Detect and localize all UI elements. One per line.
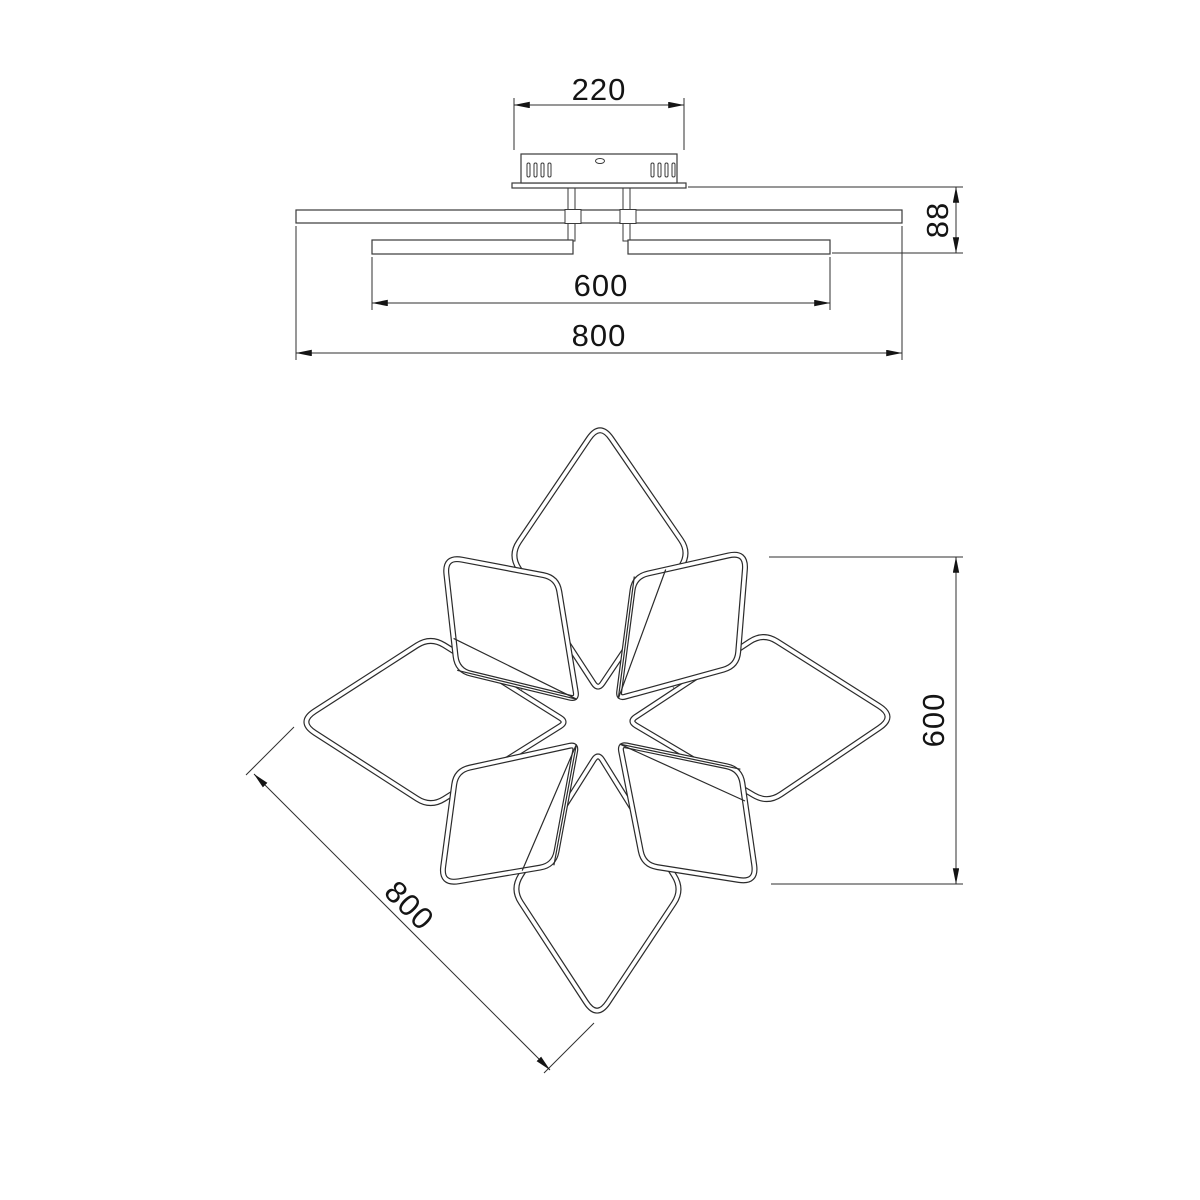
dim-label-inner-span: 600 xyxy=(573,268,629,303)
dim-label-plan-vertical: 600 xyxy=(916,692,951,748)
lower-light-bar-left xyxy=(372,240,573,254)
dim-label-fixture-height: 88 xyxy=(920,201,955,239)
left-stem-collar xyxy=(565,210,581,224)
lower-light-bar-right xyxy=(628,240,830,254)
dim-label-canopy-width: 220 xyxy=(571,72,627,107)
right-stem-collar xyxy=(620,210,636,224)
plan-view xyxy=(246,430,963,1073)
dimension-canopy-width xyxy=(514,72,684,150)
canopy-center-hole xyxy=(596,159,605,164)
side-elevation-view xyxy=(296,72,963,360)
dimension-inner-span xyxy=(372,257,830,310)
upper-light-bar xyxy=(296,210,902,223)
dim-label-plan-diagonal: 800 xyxy=(377,873,442,938)
canopy-flange xyxy=(512,183,686,188)
dim-label-overall-width: 800 xyxy=(571,318,627,353)
